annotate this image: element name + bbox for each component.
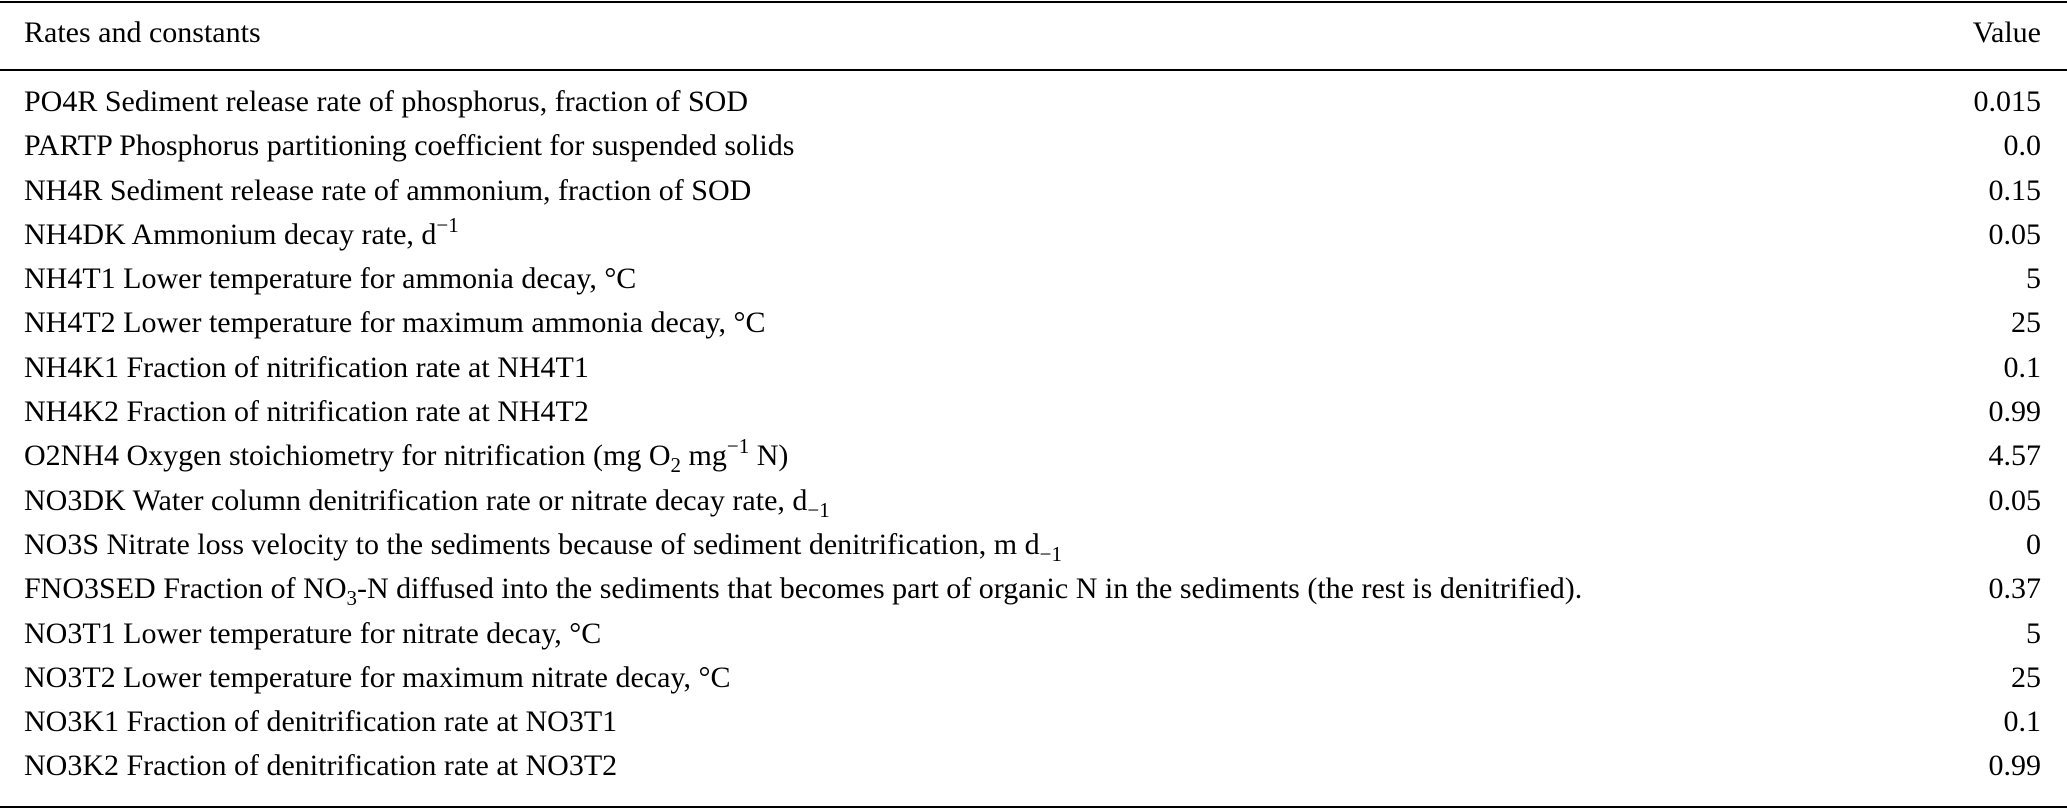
row-name — [24, 523, 1062, 567]
header-rates-and-constants: Rates and constants — [24, 16, 261, 49]
row-value: 0.15 — [1988, 173, 2041, 207]
row-value: 0 — [2026, 527, 2041, 561]
row-name: PO4R Sediment release rate of phosphorus, fraction of SOD — [24, 85, 749, 118]
row-name — [24, 567, 1582, 611]
row-name-text: mg — [681, 439, 727, 473]
row-name: NO3T1 Lower temperature for nitrate decay, °C — [24, 616, 602, 650]
row-name: NH4K1 Fraction of nitrification rate at NH4T1 — [24, 350, 589, 384]
row-value: 0.05 — [1988, 483, 2041, 517]
table-row — [0, 257, 2067, 301]
row-name — [24, 434, 788, 478]
row-name — [24, 213, 459, 257]
row-name-subscript: 2 — [670, 453, 682, 478]
table-row — [0, 567, 2067, 611]
row-name-superscript: −1 — [726, 434, 750, 459]
row-name-text: FNO3SED Fraction of NO — [24, 572, 347, 606]
table-row — [0, 301, 2067, 345]
row-name-text: N) — [749, 439, 789, 473]
row-name: PARTP Phosphorus partitioning coefficient for suspended solids — [24, 129, 795, 163]
table-row — [0, 169, 2067, 213]
row-name-superscript: −1 — [436, 212, 459, 237]
row-name: NO3T2 Lower temperature for maximum nitrate decay, °C — [24, 660, 731, 694]
row-name: NH4T1 Lower temperature for ammonia decay, °C — [24, 262, 637, 296]
row-value: 0.99 — [1988, 395, 2041, 429]
row-name-text: -N diffused into the sediments that becomes part of organic N in the sediments (the rest is denitrified). — [357, 572, 1583, 606]
bottom-rule — [0, 806, 2067, 808]
row-name-subscript: −1 — [807, 497, 830, 522]
table-body — [0, 80, 2067, 789]
row-name: NO3K2 Fraction of denitrification rate at NO3T2 — [24, 749, 618, 783]
table-row — [0, 523, 2067, 567]
row-name-text: NO3S Nitrate loss velocity to the sediments because of sediment denitrification, m d — [24, 527, 1040, 561]
row-name: NH4T2 Lower temperature for maximum ammonia decay, °C — [24, 306, 766, 340]
row-value: 0.1 — [2003, 350, 2041, 384]
row-value: 25 — [2011, 306, 2041, 340]
row-value: 0.99 — [1988, 749, 2041, 783]
table-row — [0, 656, 2067, 700]
row-name-text: NH4DK Ammonium decay rate, d — [24, 217, 437, 251]
table-row — [0, 434, 2067, 478]
table-row — [0, 124, 2067, 168]
table-row — [0, 390, 2067, 434]
row-name-text: NO3DK Water column denitrification rate or nitrate decay rate, d — [24, 483, 808, 517]
table-header-row — [0, 0, 2067, 68]
table-row — [0, 612, 2067, 656]
row-name-subscript: 3 — [346, 586, 357, 611]
row-name-subscript: −1 — [1039, 541, 1062, 566]
row-value: 0.05 — [1988, 217, 2041, 251]
row-value: 25 — [2011, 660, 2041, 694]
row-value: 5 — [2026, 262, 2041, 296]
row-name-text: O2NH4 Oxygen stoichiometry for nitrification (mg O — [24, 439, 671, 473]
table-row — [0, 479, 2067, 523]
row-name: NO3K1 Fraction of denitrification rate at NO3T1 — [24, 705, 618, 739]
row-value: 5 — [2026, 616, 2041, 650]
table-row — [0, 744, 2067, 788]
row-value: 4.57 — [1988, 439, 2041, 473]
row-name: NH4R Sediment release rate of ammonium, fraction of SOD — [24, 173, 752, 207]
row-name — [24, 479, 830, 523]
row-value: 0.0 — [2003, 129, 2041, 163]
row-value: 0.015 — [1973, 85, 2041, 118]
table-row — [0, 700, 2067, 744]
table-row — [0, 213, 2067, 257]
row-value: 0.1 — [2003, 705, 2041, 739]
table-row — [0, 80, 2067, 124]
row-name: NH4K2 Fraction of nitrification rate at NH4T2 — [24, 395, 589, 429]
row-value: 0.37 — [1988, 572, 2041, 606]
table-row — [0, 346, 2067, 390]
header-rule — [0, 69, 2067, 71]
header-value: Value — [1972, 16, 2041, 49]
